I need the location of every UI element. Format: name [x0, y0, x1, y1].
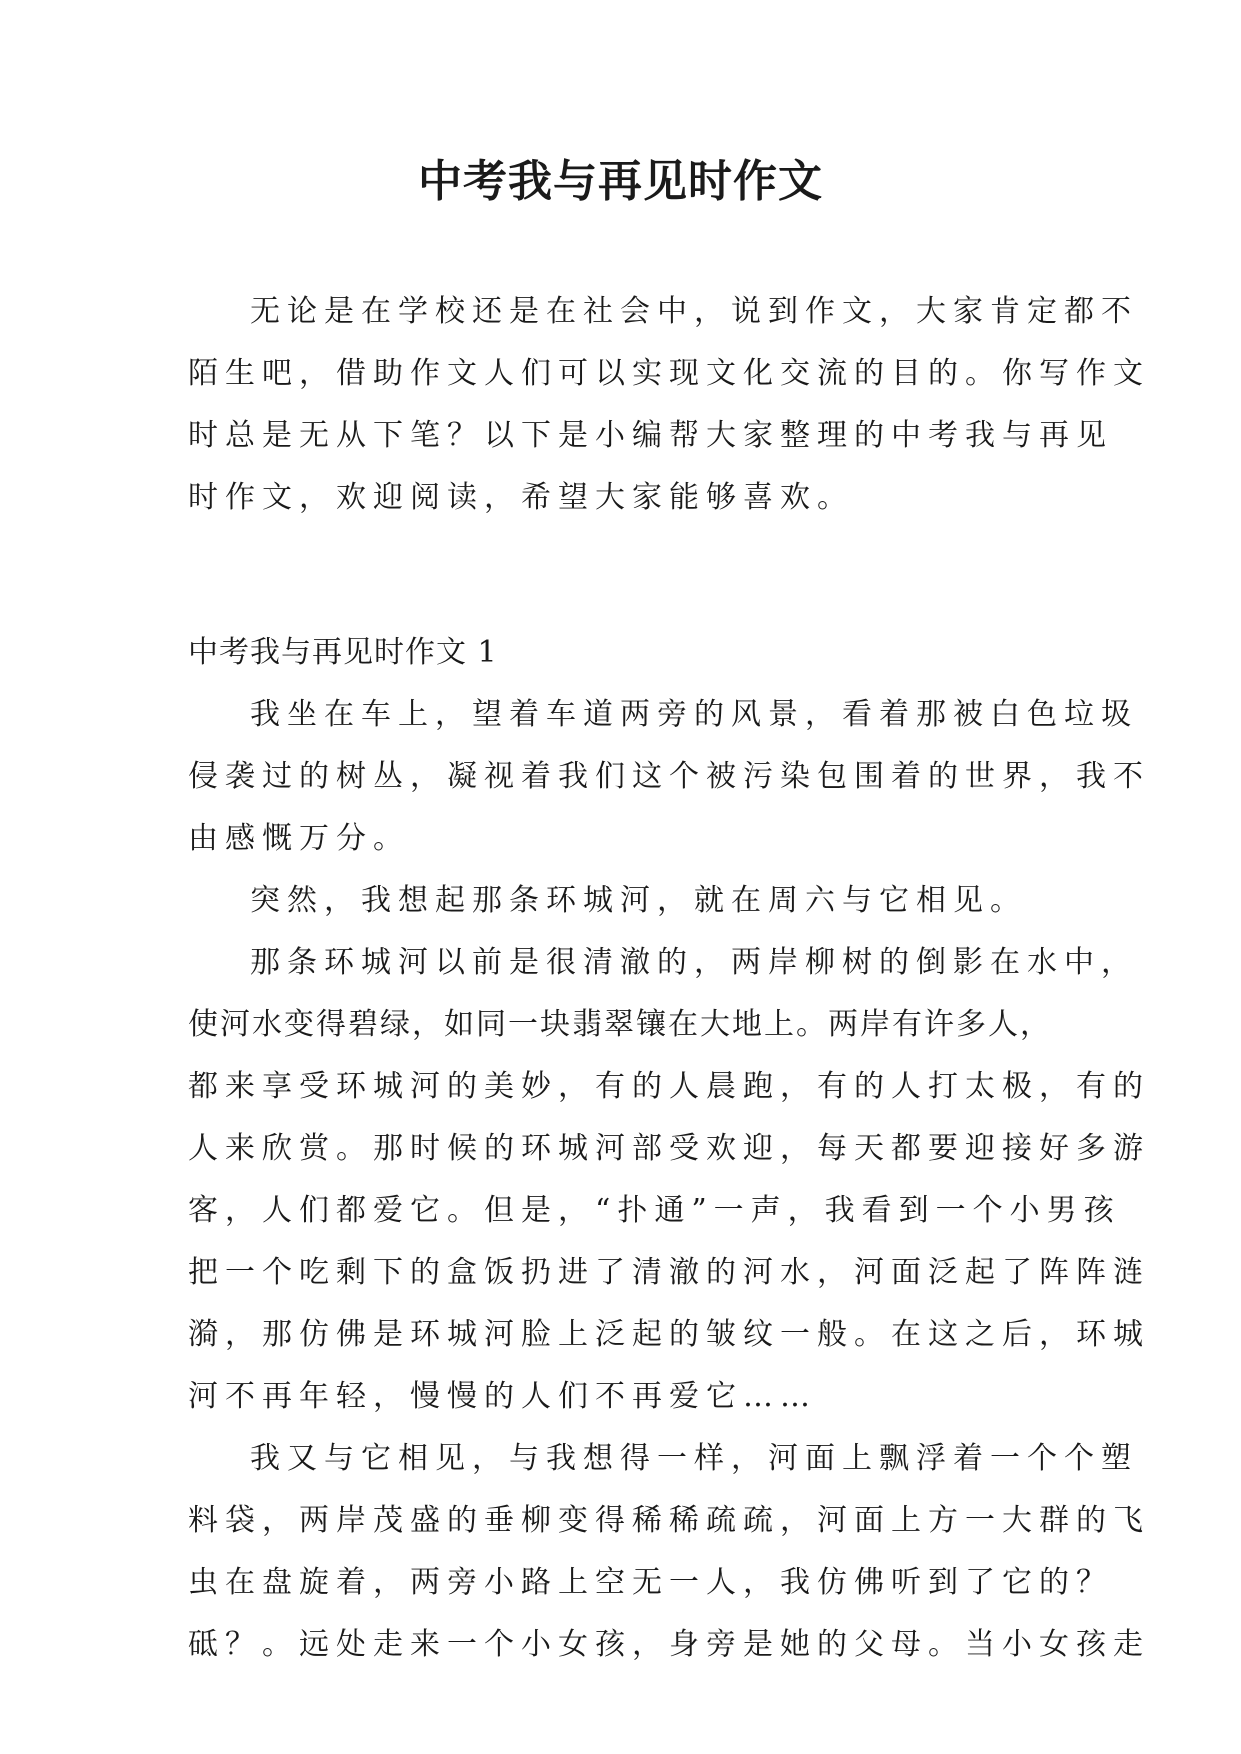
text-line: 河不再年轻，慢慢的人们不再爱它……: [188, 1379, 817, 1414]
paragraph: [188, 684, 1150, 870]
text-line: 使河水变得碧绿，如同一块翡翠镶在大地上。两岸有许多人，: [188, 1007, 1052, 1042]
text-line: 都来享受环城河的美妙，有的人晨跑，有的人打太极，有的: [188, 1069, 1150, 1104]
text-line: 那条环城河以前是很清澈的，两岸柳树的倒影在水中，: [250, 945, 1138, 980]
text-line: 我坐在车上，望着车道两旁的风景，看着那被白色垃圾: [250, 697, 1138, 732]
text-line: 时总是无从下笔？以下是小编帮大家整理的中考我与再见: [188, 418, 1113, 453]
text-line: 料袋，两岸茂盛的垂柳变得稀稀疏疏，河面上方一大群的飞: [188, 1503, 1150, 1538]
text-line: 侵袭过的树丛，凝视着我们这个被污染包围着的世界，我不: [188, 759, 1150, 794]
text-line: 无论是在学校还是在社会中，说到作文，大家肯定都不: [250, 294, 1138, 329]
text-line: 漪，那仿佛是环城河脸上泛起的皱纹一般。在这之后，环城: [188, 1317, 1150, 1352]
text-line: 虫在盘旋着，两旁小路上空无一人，我仿佛听到了它的？: [188, 1565, 1113, 1600]
paragraph: [188, 932, 1150, 1428]
text-line: 客，人们都爱它。但是，“扑通”一声，我看到一个小男孩: [188, 1193, 1121, 1228]
section-heading: 中考我与再见时作文 1: [188, 635, 498, 670]
text-line: 我又与它相见，与我想得一样，河面上飘浮着一个个塑: [250, 1441, 1138, 1476]
paragraph: [188, 870, 1048, 932]
text-line: 由感慨万分。: [188, 821, 410, 856]
text-line: 人来欣赏。那时候的环城河部受欢迎，每天都要迎接好多游: [188, 1131, 1150, 1166]
text-line: 砥？。远处走来一个小女孩，身旁是她的父母。当小女孩走: [188, 1627, 1150, 1662]
document-body: [188, 281, 1150, 1676]
text-line: 把一个吃剩下的盒饭扔进了清澈的河水，河面泛起了阵阵涟: [188, 1255, 1150, 1290]
text-line: 突然，我想起那条环城河，就在周六与它相见。: [250, 883, 1027, 918]
text-line: 陌生吧，借助作文人们可以实现文化交流的目的。你写作文: [188, 356, 1150, 391]
paragraph-gap: [188, 529, 1048, 622]
paragraph: [188, 1428, 1150, 1676]
text-line: 时作文，欢迎阅读，希望大家能够喜欢。: [188, 480, 854, 515]
intro-paragraph: [188, 281, 1150, 529]
document-title: 中考我与再见时作文: [418, 156, 823, 207]
